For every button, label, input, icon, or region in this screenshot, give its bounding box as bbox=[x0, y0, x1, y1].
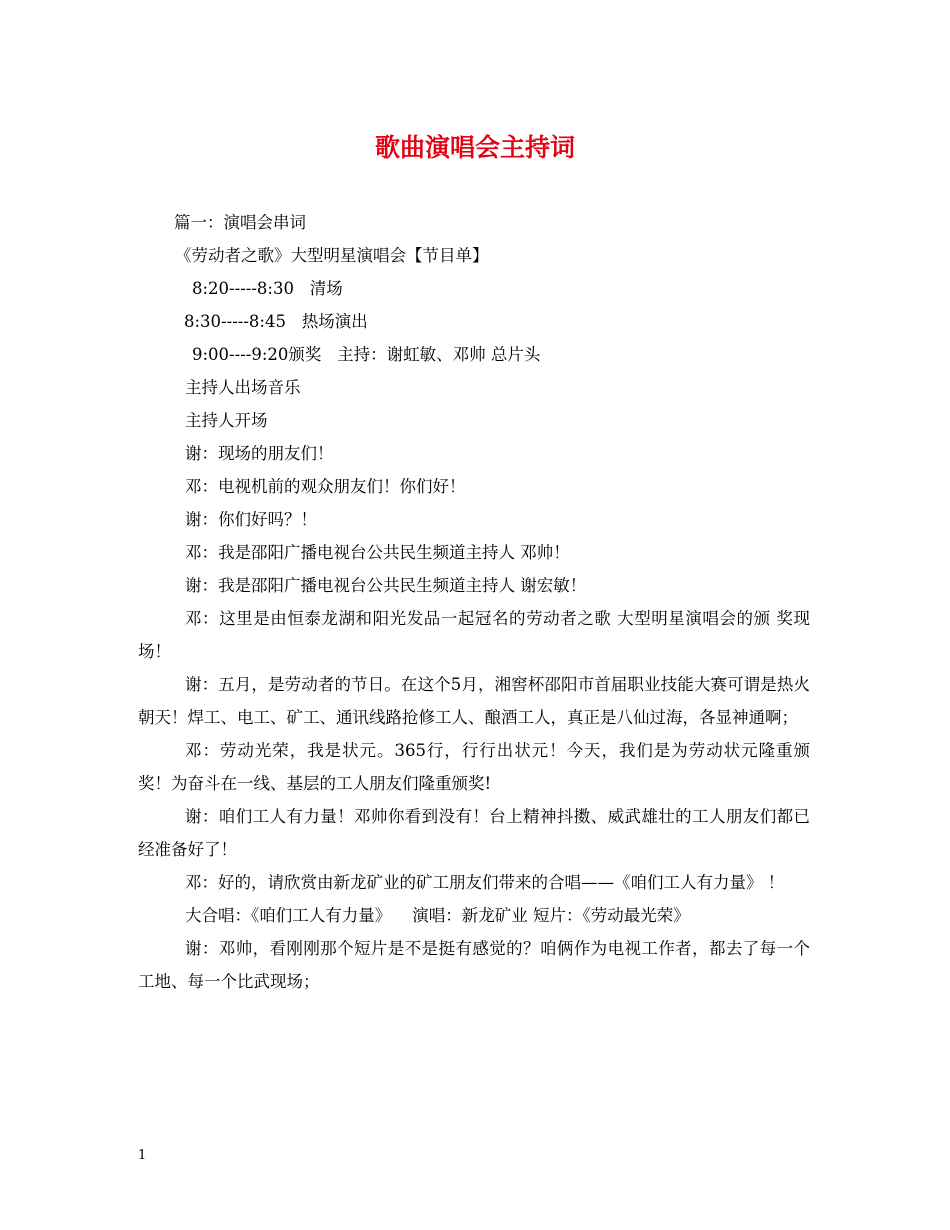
document-title: 歌曲演唱会主持词 bbox=[374, 133, 575, 162]
text-line: 主持人出场音乐 bbox=[185, 378, 301, 397]
program-line bbox=[138, 899, 810, 932]
text-paragraph: 邓：劳动光荣，我是状元。365行，行行出状元！今天，我们是为劳动状元隆重颁奖！为奋斗在一线、基层的工人朋友们隆重颁奖! bbox=[138, 741, 810, 793]
text-paragraph: 谢：五月，是劳动者的节日。在这个5月，湘窖杯邵阳市首届职业技能大赛可谓是热火朝天！焊工、电工、矿工、通讯线路抢修工人、酿酒工人，真正是八仙过海，各显神通啊； bbox=[138, 675, 810, 727]
text-line: 谢：现场的朋友们！ bbox=[185, 444, 334, 463]
text-line: 大合唱：《咱们工人有力量》 演唱：新龙矿业 短片：《劳动最光荣》 bbox=[185, 906, 690, 925]
text-paragraph: 邓：这里是由恒泰龙湖和阳光发品一起冠名的劳动者之歌 大型明星演唱会的颁 奖现场！ bbox=[138, 609, 810, 661]
text-line: 谢：我是邵阳广播电视台公共民生频道主持人 谢宏敏！ bbox=[185, 576, 587, 595]
document-body bbox=[138, 206, 810, 998]
text-line: 主持人开场 bbox=[185, 411, 268, 430]
dialogue-paragraphs bbox=[138, 602, 810, 899]
page-number: 1 bbox=[138, 1148, 147, 1163]
text-line: 篇一：演唱会串词 bbox=[174, 213, 306, 232]
text-paragraph: 谢：咱们工人有力量！邓帅你看到没有！台上精神抖擞、威武雄壮的工人朋友们都已经准备好了！ bbox=[138, 807, 810, 859]
text-line: 《劳动者之歌》大型明星演唱会【节目单】 bbox=[175, 246, 489, 265]
text-line: 8:20-----8:30 清场 bbox=[192, 279, 343, 298]
text-line: 谢：你们好吗？！ bbox=[185, 510, 317, 529]
text-line: 邓：电视机前的观众朋友们！你们好！ bbox=[185, 477, 466, 496]
text-line: 邓：我是邵阳广播电视台公共民生频道主持人 邓帅！ bbox=[185, 543, 570, 562]
text-paragraph: 邓：好的，请欣赏由新龙矿业的矿工朋友们带来的合唱——《咱们工人有力量》 ！ bbox=[185, 873, 785, 892]
text-line: 8:30-----8:45 热场演出 bbox=[184, 312, 368, 331]
text-line: 9:00----9:20颁奖 主持：谢虹敏、邓帅 总片头 bbox=[192, 345, 541, 364]
header-lines bbox=[138, 206, 810, 602]
final-paragraph bbox=[138, 932, 810, 998]
text-paragraph: 谢：邓帅，看刚刚那个短片是不是挺有感觉的？咱俩作为电视工作者，都去了每一个工地、每一个比武现场； bbox=[138, 939, 810, 991]
